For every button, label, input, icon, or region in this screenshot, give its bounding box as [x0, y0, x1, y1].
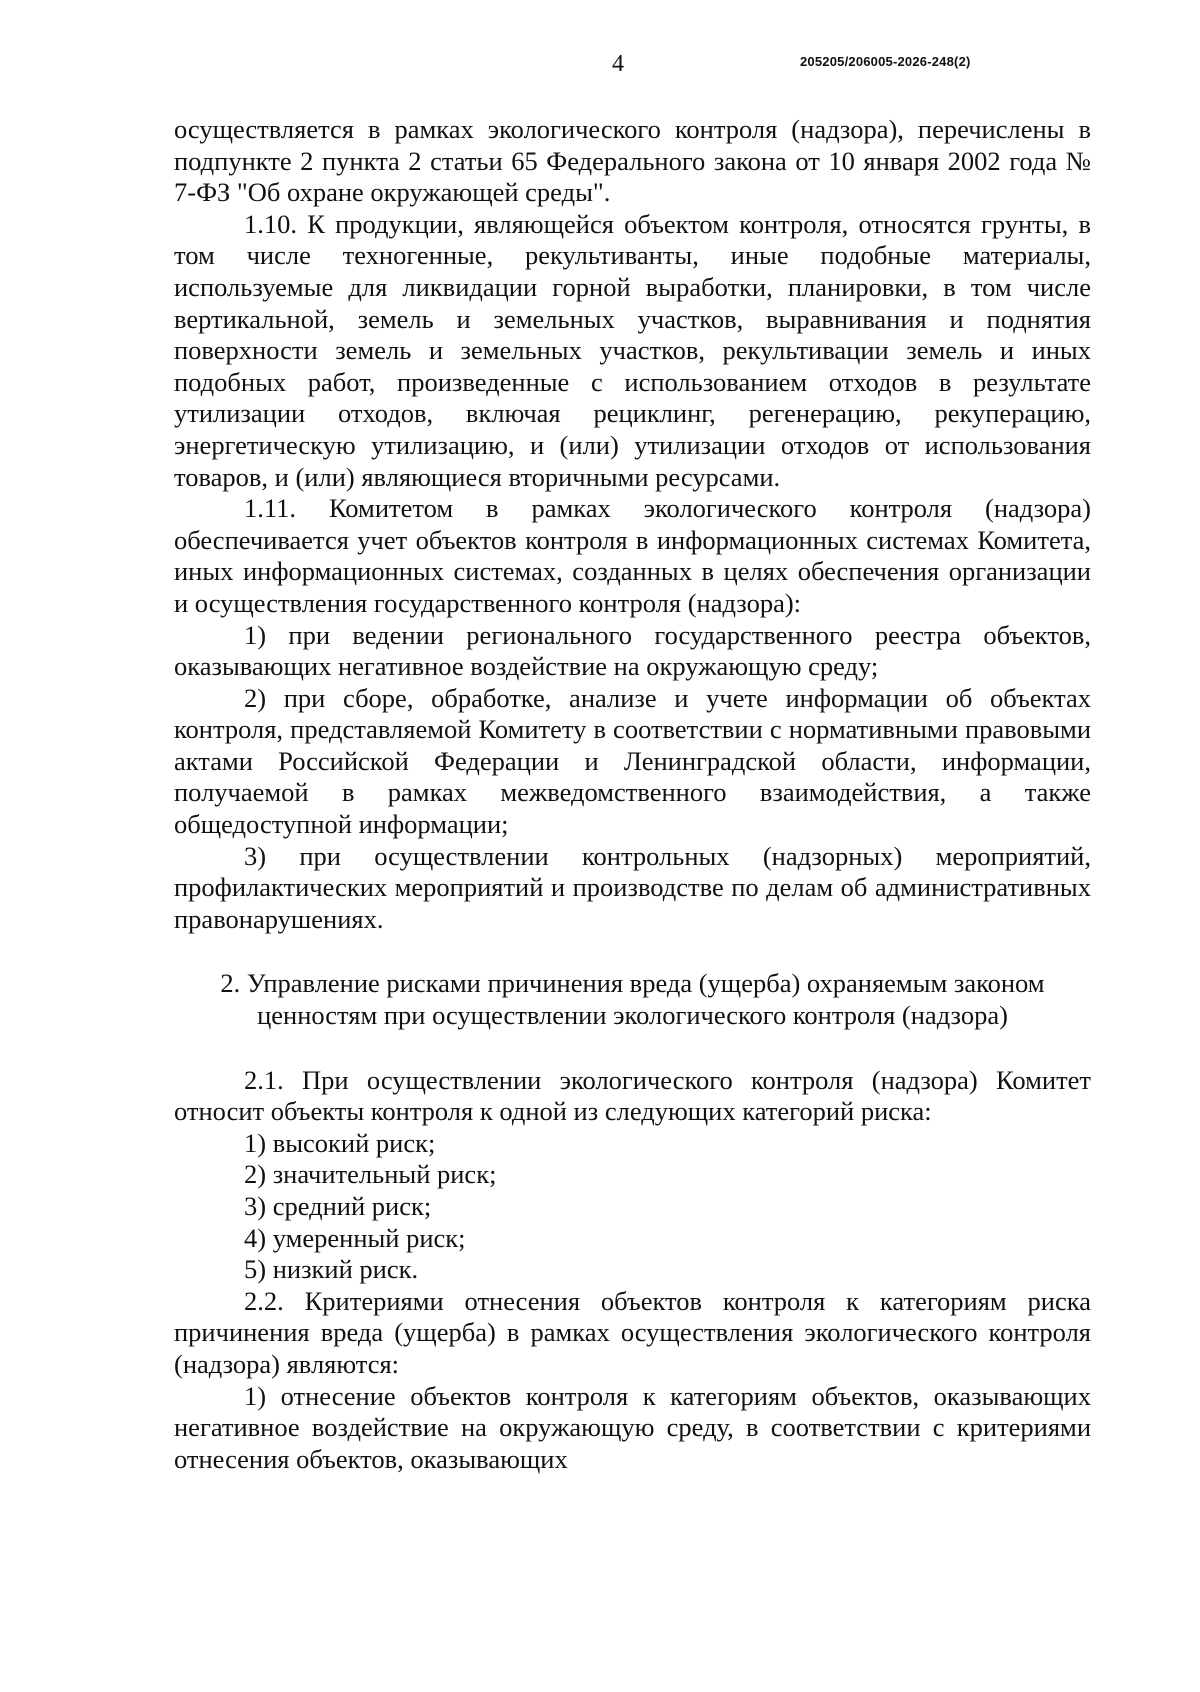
spacer — [174, 935, 1091, 968]
paragraph-1-10: 1.10. К продукции, являющейся объектом контроля, относятся грунты, в том числе техногенные, рекультиванты, иные подобные материалы, используемые для ликвидации горной выработки, планировки, в том числе вертикальной, земель и земельных участков, выравнивания и поднятия поверхности земель и земельных участков, рекультивации земель и иных подобных работ, произведенные с использованием отходов в результате утилизации отходов, включая рециклинг, регенерацию, рекуперацию, энергетическую утилизацию, и (или) утилизации отходов от использования товаров, и (или) являющиеся вторичными ресурсами. — [174, 208, 1091, 492]
risk-category-low: 5) низкий риск. — [244, 1254, 419, 1285]
risk-category-significant: 2) значительный риск; — [244, 1159, 497, 1190]
page-number: 4 — [612, 51, 624, 77]
list-item-1-11-2: 2) при сборе, обработке, анализе и учете информации об объектах контроля, представляемой Комитету в соответствии с нормативными правовыми актами Российской Федерации и Ленинградской области, информации, получаемой в рамках межведомственного взаимодействия, а также общедоступной информации; — [174, 682, 1091, 840]
list-item-2-2-1: 1) отнесение объектов контроля к категориям объектов, оказывающих негативное воздействие на окружающую среду, в соответствии с критериями отнесения объектов, оказывающих — [174, 1380, 1091, 1474]
risk-category-high: 1) высокий риск; — [244, 1127, 436, 1158]
list-item-1-11-3: 3) при осуществлении контрольных (надзорных) мероприятий, профилактических мероприятий и производстве по делам об административных правонарушениях. — [174, 840, 1091, 934]
document-body — [174, 114, 1091, 1475]
paragraph-1-11: 1.11. Комитетом в рамках экологического контроля (надзора) обеспечивается учет объектов контроля в информационных системах Комитета, иных информационных системах, созданных в целях обеспечения организации и осуществления государственного контроля (надзора): — [174, 493, 1091, 618]
paragraph-2-2: 2.2. Критериями отнесения объектов контроля к категориям риска причинения вреда (ущерба) в рамках осуществления экологического контроля (надзора) являются: — [174, 1285, 1091, 1379]
paragraph-continuation: осуществляется в рамках экологического контроля (надзора), перечислены в подпункте 2 пункта 2 статьи 65 Федерального закона от 10 января 2002 года № 7-ФЗ "Об охране окружающей среды". — [174, 114, 1091, 208]
risk-category-moderate: 4) умеренный риск; — [244, 1222, 466, 1253]
spacer — [174, 1032, 1091, 1065]
paragraph-2-1: 2.1. При осуществлении экологического контроля (надзора) Комитет относит объекты контроля к одной из следующих категорий риска: — [174, 1064, 1091, 1127]
document-code: 205205/206005-2026-248(2) — [800, 54, 971, 69]
risk-category-medium: 3) средний риск; — [244, 1191, 432, 1221]
section-heading: 2. Управление рисками причинения вреда (ущерба) охраняемым законом ценностям при осуществлении экологического контроля (надзора) — [220, 968, 1045, 1031]
list-item-1-11-1: 1) при ведении регионального государственного реестра объектов, оказывающих негативное воздействие на окружающую среду; — [174, 619, 1091, 682]
